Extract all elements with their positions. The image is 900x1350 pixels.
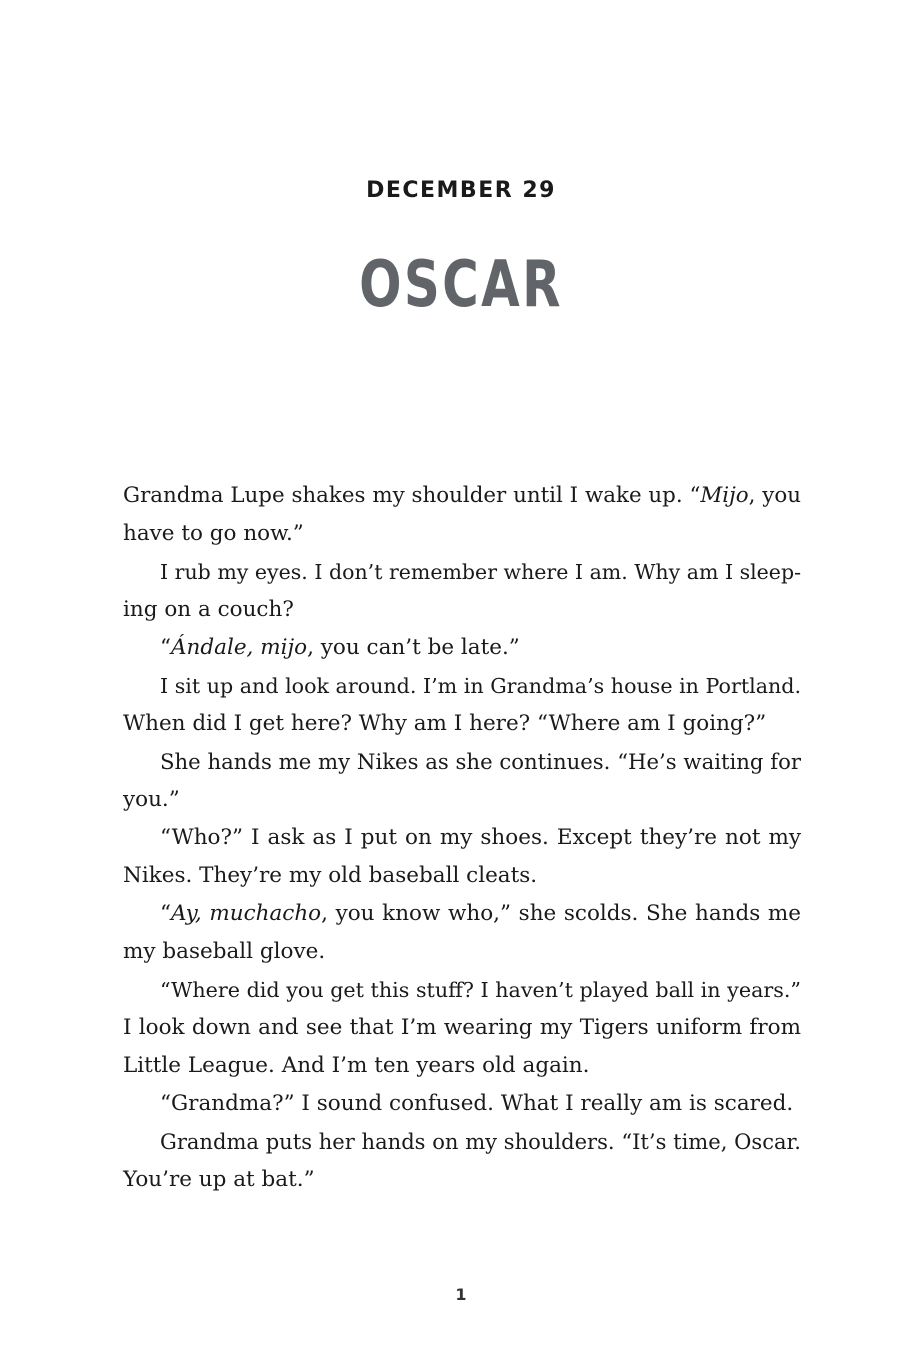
text-line: I rub my eyes. I don’t remember where I am. Why am I sleep-: [160, 560, 801, 584]
text-line: “Ándale, mijo, you can’t be late.”: [160, 635, 520, 660]
text-line: She hands me my Nikes as she continues. “He’s waiting for: [160, 749, 801, 774]
text-line: ing on a couch?: [123, 597, 294, 622]
text-line: You’re up at bat.”: [123, 1167, 315, 1192]
text-line: have to go now.”: [123, 521, 304, 546]
text-line: “Ay, muchacho, you know who,” she scolds. She hands me: [160, 901, 801, 926]
text-line: I look down and see that I’m wearing my Tigers uniform from: [123, 1015, 801, 1040]
chapter-title: OSCAR: [359, 248, 563, 322]
text-line: Little League. And I’m ten years old again.: [123, 1053, 590, 1078]
chapter-body: [123, 477, 801, 1199]
text-line: you.”: [123, 787, 180, 812]
text-line: When did I get here? Why am I here? “Where am I going?”: [123, 711, 767, 736]
text-line: Grandma Lupe shakes my shoulder until I wake up. “Mijo, you: [123, 483, 801, 508]
text-line: “Who?” I ask as I put on my shoes. Except they’re not my: [160, 825, 801, 850]
text-line: my baseball glove.: [123, 939, 326, 964]
page-number: 1: [455, 1285, 467, 1304]
chapter-date: DECEMBER 29: [366, 178, 556, 203]
text-line: I sit up and look around. I’m in Grandma’s house in Portland.: [160, 674, 801, 698]
text-line: “Where did you get this stuff? I haven’t played ball in years.”: [160, 978, 801, 1002]
text-line: Grandma puts her hands on my shoulders. “It’s time, Oscar.: [160, 1129, 801, 1154]
text-line: Nikes. They’re my old baseball cleats.: [123, 863, 538, 888]
text-line: “Grandma?” I sound confused. What I really am is scared.: [160, 1091, 794, 1116]
